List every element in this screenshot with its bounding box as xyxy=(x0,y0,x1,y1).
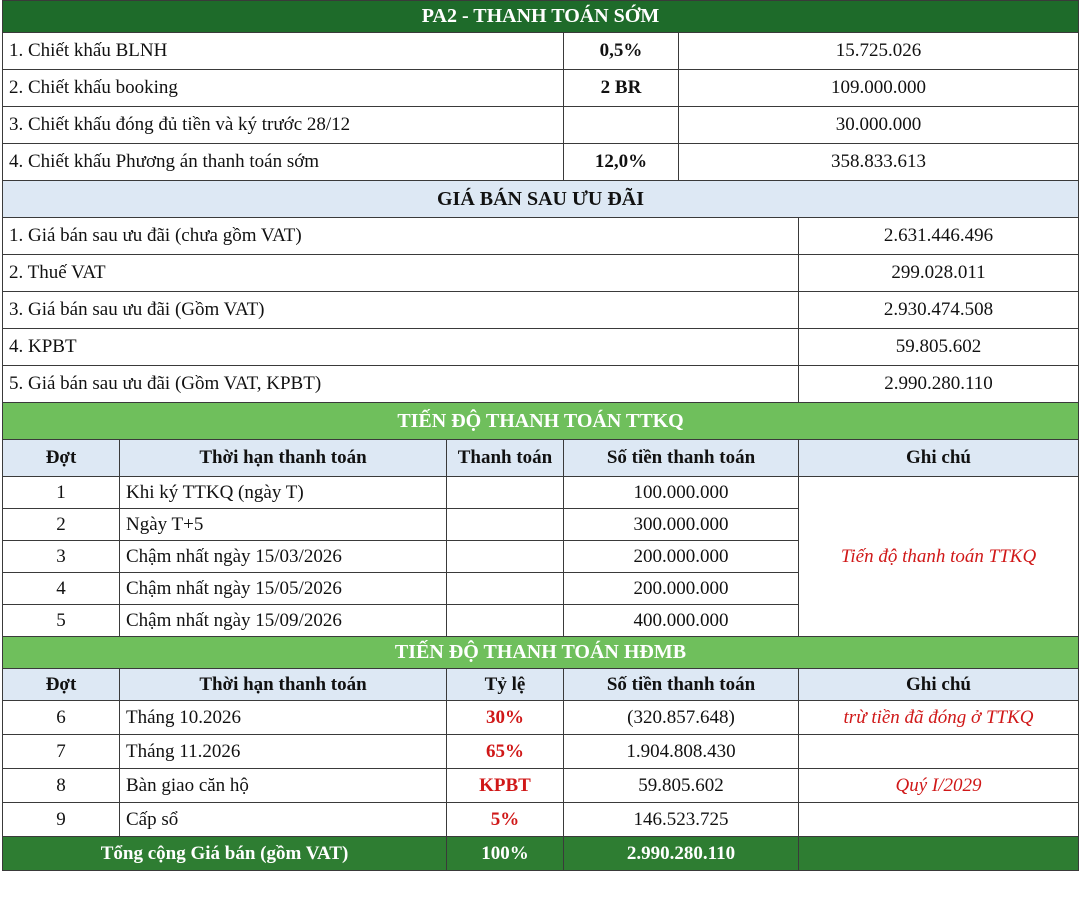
row-deadline: Chậm nhất ngày 15/05/2026 xyxy=(120,573,447,605)
table-row xyxy=(3,33,1079,70)
row-amount: 59.805.602 xyxy=(564,769,799,803)
row-amount: 1.904.808.430 xyxy=(564,735,799,769)
row-pay xyxy=(447,477,564,509)
header-amount: Số tiền thanh toán xyxy=(564,669,799,701)
row-label: 4. Chiết khấu Phương án thanh toán sớm xyxy=(3,144,564,181)
price-title: GIÁ BÁN SAU ƯU ĐÃI xyxy=(3,181,1079,218)
row-amount: 146.523.725 xyxy=(564,803,799,837)
header-pay: Thanh toán xyxy=(447,440,564,477)
row-amount: 358.833.613 xyxy=(679,144,1079,181)
row-label: 1. Giá bán sau ưu đãi (chưa gồm VAT) xyxy=(3,218,799,255)
row-amount: 299.028.011 xyxy=(799,255,1079,292)
row-pay xyxy=(447,509,564,541)
row-deadline: Ngày T+5 xyxy=(120,509,447,541)
row-amount: 59.805.602 xyxy=(799,329,1079,366)
ttkq-title: TIẾN ĐỘ THANH TOÁN TTKQ xyxy=(3,403,1079,440)
ttkq-header-row xyxy=(3,440,1079,477)
row-amount: 2.990.280.110 xyxy=(799,366,1079,403)
row-deadline: Bàn giao căn hộ xyxy=(120,769,447,803)
row-rate xyxy=(564,107,679,144)
header-note: Ghi chú xyxy=(799,669,1079,701)
row-rate: 2 BR xyxy=(564,70,679,107)
table-row xyxy=(3,107,1079,144)
total-amount: 2.990.280.110 xyxy=(564,837,799,871)
row-label: 3. Giá bán sau ưu đãi (Gồm VAT) xyxy=(3,292,799,329)
row-ratio: 65% xyxy=(447,735,564,769)
table-row xyxy=(3,255,1079,292)
header-dot: Đợt xyxy=(3,440,120,477)
row-label: 2. Chiết khấu booking xyxy=(3,70,564,107)
header-note: Ghi chú xyxy=(799,440,1079,477)
row-label: 2. Thuế VAT xyxy=(3,255,799,292)
row-note: Quý I/2029 xyxy=(799,769,1079,803)
row-dot: 3 xyxy=(3,541,120,573)
row-ratio: KPBT xyxy=(447,769,564,803)
row-ratio: 5% xyxy=(447,803,564,837)
row-amount: 200.000.000 xyxy=(564,541,799,573)
row-amount: 200.000.000 xyxy=(564,573,799,605)
row-pay xyxy=(447,605,564,637)
header-deadline: Thời hạn thanh toán xyxy=(120,440,447,477)
row-deadline: Chậm nhất ngày 15/03/2026 xyxy=(120,541,447,573)
row-rate: 12,0% xyxy=(564,144,679,181)
row-note: trừ tiền đã đóng ở TTKQ xyxy=(799,701,1079,735)
row-dot: 2 xyxy=(3,509,120,541)
table-row xyxy=(3,477,1079,509)
row-pay xyxy=(447,541,564,573)
header-ratio: Tỷ lệ xyxy=(447,669,564,701)
row-deadline: Chậm nhất ngày 15/09/2026 xyxy=(120,605,447,637)
row-amount: 400.000.000 xyxy=(564,605,799,637)
hdmb-title: TIẾN ĐỘ THANH TOÁN HĐMB xyxy=(3,637,1079,669)
row-amount: 2.631.446.496 xyxy=(799,218,1079,255)
hdmb-header-row xyxy=(3,669,1079,701)
row-pay xyxy=(447,573,564,605)
table-row xyxy=(3,769,1079,803)
row-dot: 9 xyxy=(3,803,120,837)
row-dot: 7 xyxy=(3,735,120,769)
table-row xyxy=(3,70,1079,107)
table-row xyxy=(3,803,1079,837)
header-amount: Số tiền thanh toán xyxy=(564,440,799,477)
row-dot: 4 xyxy=(3,573,120,605)
row-deadline: Tháng 10.2026 xyxy=(120,701,447,735)
row-amount: 100.000.000 xyxy=(564,477,799,509)
header-dot: Đợt xyxy=(3,669,120,701)
total-row xyxy=(3,837,1079,871)
row-amount: 109.000.000 xyxy=(679,70,1079,107)
row-dot: 6 xyxy=(3,701,120,735)
ttkq-note: Tiến độ thanh toán TTKQ xyxy=(799,477,1079,637)
row-amount: (320.857.648) xyxy=(564,701,799,735)
row-label: 4. KPBT xyxy=(3,329,799,366)
row-rate: 0,5% xyxy=(564,33,679,70)
total-label: Tổng cộng Giá bán (gồm VAT) xyxy=(3,837,447,871)
table-row xyxy=(3,218,1079,255)
table-row xyxy=(3,735,1079,769)
row-dot: 1 xyxy=(3,477,120,509)
row-ratio: 30% xyxy=(447,701,564,735)
pa2-title: PA2 - THANH TOÁN SỚM xyxy=(3,1,1079,33)
row-dot: 5 xyxy=(3,605,120,637)
row-deadline: Tháng 11.2026 xyxy=(120,735,447,769)
row-amount: 300.000.000 xyxy=(564,509,799,541)
row-amount: 2.930.474.508 xyxy=(799,292,1079,329)
table-row xyxy=(3,366,1079,403)
table-row xyxy=(3,144,1079,181)
row-amount: 30.000.000 xyxy=(679,107,1079,144)
row-deadline: Khi ký TTKQ (ngày T) xyxy=(120,477,447,509)
payment-schedule-table xyxy=(2,0,1079,871)
header-deadline: Thời hạn thanh toán xyxy=(120,669,447,701)
total-note xyxy=(799,837,1079,871)
table-row xyxy=(3,292,1079,329)
table-row xyxy=(3,329,1079,366)
row-label: 3. Chiết khấu đóng đủ tiền và ký trước 28/12 xyxy=(3,107,564,144)
row-label: 1. Chiết khấu BLNH xyxy=(3,33,564,70)
row-deadline: Cấp sổ xyxy=(120,803,447,837)
row-note xyxy=(799,735,1079,769)
row-amount: 15.725.026 xyxy=(679,33,1079,70)
row-dot: 8 xyxy=(3,769,120,803)
row-label: 5. Giá bán sau ưu đãi (Gồm VAT, KPBT) xyxy=(3,366,799,403)
table-row xyxy=(3,701,1079,735)
row-note xyxy=(799,803,1079,837)
total-ratio: 100% xyxy=(447,837,564,871)
